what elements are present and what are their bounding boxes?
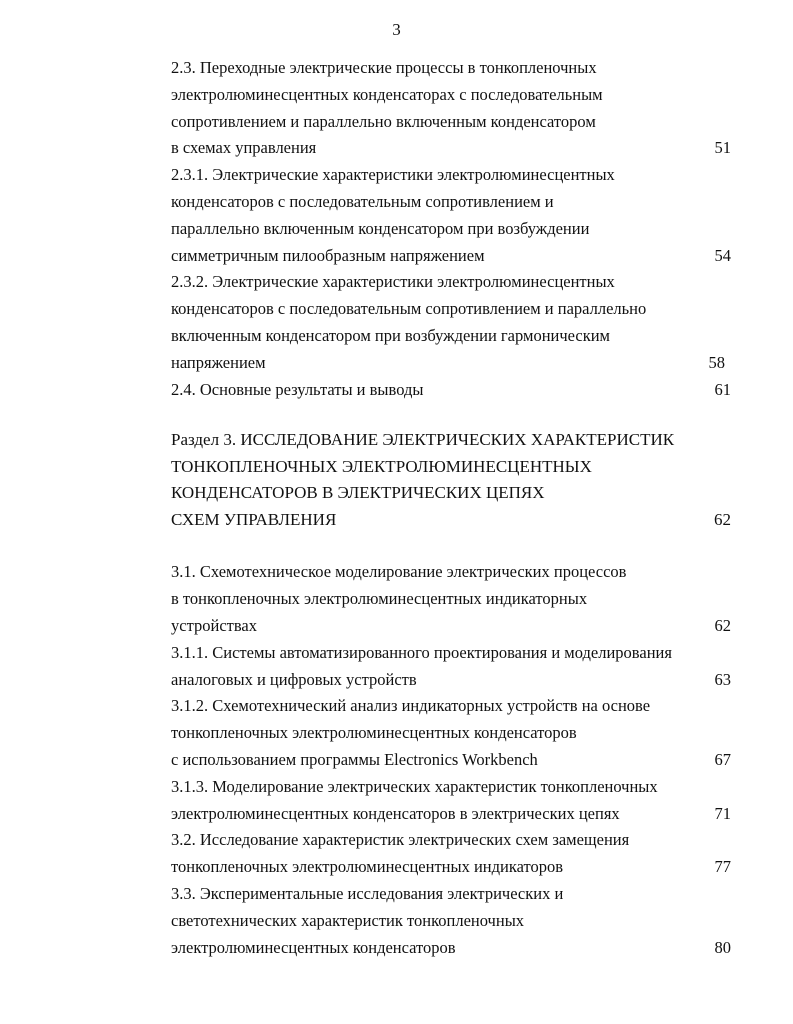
toc-line <box>171 827 731 854</box>
toc-text: 2.3.2. Электрические характеристики электролюминесцентных <box>171 272 615 292</box>
toc-text: электролюминесцентных конденсаторов <box>171 937 456 957</box>
page-number: 3 <box>392 20 401 39</box>
toc-text: конденсаторов с последовательным сопротивлением и <box>171 191 554 211</box>
toc-line <box>171 189 731 216</box>
toc-text: сопротивлением и параллельно включенным конденсатором <box>171 111 596 131</box>
toc-line <box>171 908 731 935</box>
toc-section-3 <box>171 427 731 533</box>
toc-text: 2.3. Переходные электрические процессы в тонкопленочных <box>171 58 597 77</box>
toc-entry-3-2 <box>171 827 731 881</box>
toc-page-number: 63 <box>714 669 731 689</box>
toc-text: включенным конденсатором при возбуждении гармоническим <box>171 325 610 345</box>
toc-entry-3-1-2 <box>171 693 731 773</box>
toc-line <box>171 693 731 720</box>
toc-text: симметричным пилообразным напряжением <box>171 245 485 265</box>
toc-text: СХЕМ УПРАВЛЕНИЯ <box>171 509 337 529</box>
toc-line <box>171 774 731 801</box>
toc-entry-3-1 <box>171 559 731 639</box>
toc-line <box>171 243 731 270</box>
toc-page-number: 51 <box>714 138 731 158</box>
toc-entry-3-1-3 <box>171 774 731 828</box>
toc-line <box>171 854 731 881</box>
toc-text: параллельно включенным конденсатором при возбуждении <box>171 218 590 238</box>
toc-line <box>171 801 731 828</box>
toc-text: устройствах <box>171 615 257 635</box>
toc-text: 2.4. Основные результаты и выводы <box>171 379 424 399</box>
toc-line <box>171 507 731 534</box>
toc-line <box>171 559 731 586</box>
toc-line <box>171 323 731 350</box>
toc-page-number: 62 <box>714 509 731 529</box>
toc-line <box>171 109 731 136</box>
toc-line <box>171 162 731 189</box>
toc-page-number: 67 <box>714 749 731 769</box>
toc-line <box>171 613 731 640</box>
toc-text: Раздел 3. ИССЛЕДОВАНИЕ ЭЛЕКТРИЧЕСКИХ ХАРАКТЕРИСТИК <box>171 430 675 450</box>
toc-text: 3.2. Исследование характеристик электрических схем замещения <box>171 830 630 850</box>
toc-line <box>171 350 731 377</box>
toc-entry-2-3-1 <box>171 162 731 269</box>
toc-text: 3.1.2. Схемотехнический анализ индикаторных устройств на основе <box>171 696 651 716</box>
toc-entry-3-3 <box>171 881 731 961</box>
toc-line <box>171 377 731 404</box>
toc-text: конденсаторов с последовательным сопротивлением и параллельно <box>171 299 647 319</box>
toc-text: 3.1.3. Моделирование электрических характеристик тонкопленочных <box>171 776 658 796</box>
toc-page-number: 62 <box>714 615 731 635</box>
toc-line <box>171 269 731 296</box>
toc-page-number: 77 <box>714 857 731 877</box>
toc-line <box>171 935 731 962</box>
toc-line <box>171 667 731 694</box>
toc-text: в схемах управления <box>171 138 317 158</box>
toc-line <box>171 881 731 908</box>
toc-line <box>171 135 731 162</box>
toc-text: 3.1.1. Системы автоматизированного проектирования и моделирования <box>171 642 672 662</box>
toc-text: светотехнических характеристик тонкопленочных <box>171 910 525 930</box>
toc-line <box>171 640 731 667</box>
toc-line <box>171 216 731 243</box>
toc-text: аналоговых и цифровых устройств <box>171 669 417 689</box>
toc-text: электролюминесцентных конденсаторах с последовательным <box>171 84 603 104</box>
toc-line <box>171 296 731 323</box>
toc-line <box>171 480 731 507</box>
toc-page-number: 54 <box>714 245 731 265</box>
table-of-contents <box>171 55 731 961</box>
toc-line <box>171 747 731 774</box>
toc-text: 3.1. Схемотехническое моделирование электрических процессов <box>171 562 627 582</box>
toc-line <box>171 427 731 454</box>
toc-text: электролюминесцентных конденсаторов в электрических цепях <box>171 803 620 823</box>
toc-text: с использованием программы Electronics Workbench <box>171 749 538 769</box>
toc-text: КОНДЕНСАТОРОВ В ЭЛЕКТРИЧЕСКИХ ЦЕПЯХ <box>171 483 545 503</box>
toc-text: в тонкопленочных электролюминесцентных индикаторных <box>171 589 588 609</box>
toc-line <box>171 55 731 82</box>
toc-page-number: 80 <box>714 937 731 957</box>
toc-line <box>171 454 731 481</box>
toc-text: тонкопленочных электролюминесцентных конденсаторов <box>171 723 577 743</box>
toc-text: 3.3. Экспериментальные исследования электрических и <box>171 883 564 903</box>
toc-page-number: 71 <box>714 803 731 823</box>
toc-line <box>171 82 731 109</box>
toc-entry-3-1-1 <box>171 640 731 694</box>
toc-text: ТОНКОПЛЕНОЧНЫХ ЭЛЕКТРОЛЮМИНЕСЦЕНТНЫХ <box>171 456 592 476</box>
toc-text: тонкопленочных электролюминесцентных индикаторов <box>171 857 564 877</box>
toc-entry-2-4 <box>171 377 731 404</box>
toc-line <box>171 720 731 747</box>
toc-line <box>171 586 731 613</box>
toc-entry-2-3-2 <box>171 269 731 376</box>
toc-entry-2-3 <box>171 55 731 162</box>
toc-text: напряжением <box>171 352 266 372</box>
toc-text: 2.3.1. Электрические характеристики электролюминесцентных <box>171 165 615 185</box>
toc-page-number: 61 <box>714 379 731 399</box>
toc-page-number: 58 <box>708 352 725 372</box>
